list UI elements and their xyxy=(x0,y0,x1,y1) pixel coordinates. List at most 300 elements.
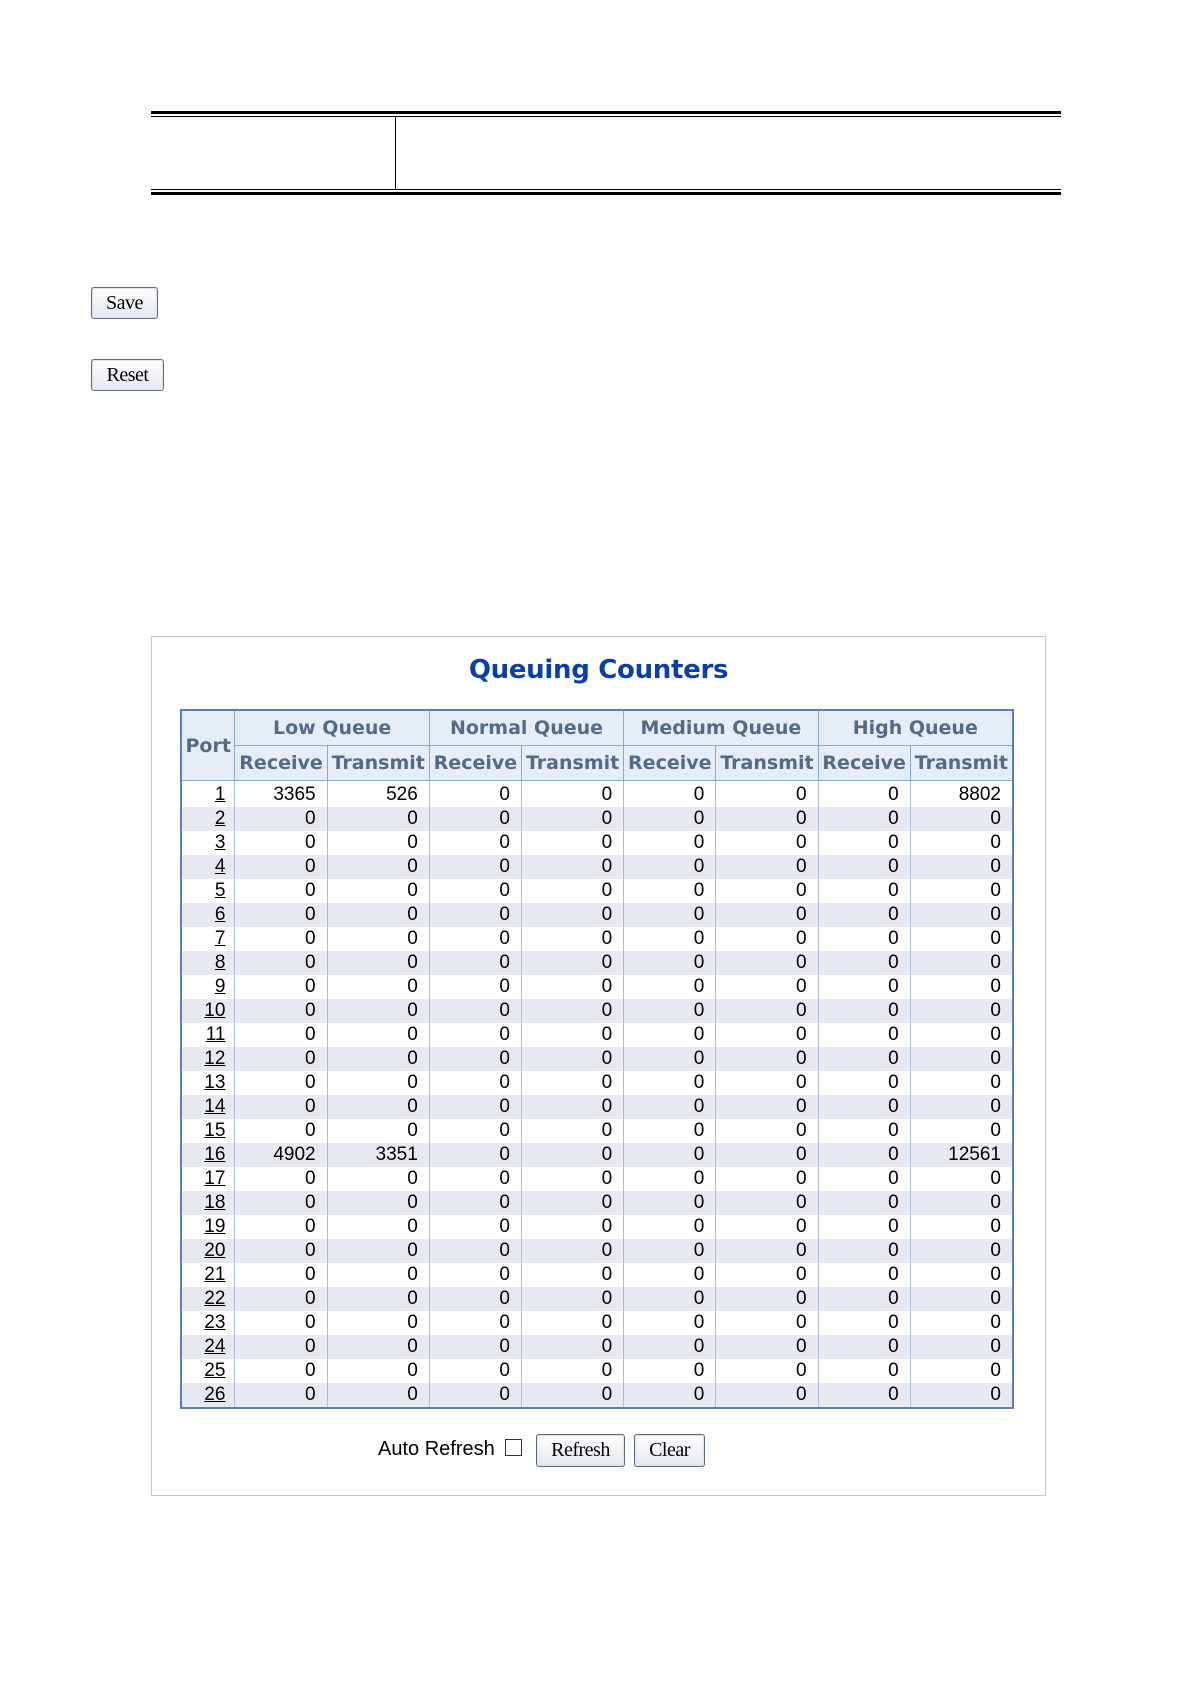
port-cell xyxy=(181,1191,235,1215)
normal-transmit-cell: 0 xyxy=(521,999,623,1023)
high-receive-cell: 0 xyxy=(818,1263,910,1287)
low-transmit-cell: 0 xyxy=(327,975,429,999)
low-transmit-cell: 0 xyxy=(327,1095,429,1119)
port-cell xyxy=(181,975,235,999)
medium-transmit-cell: 0 xyxy=(716,781,818,808)
low-transmit-cell: 0 xyxy=(327,1167,429,1191)
definition-table xyxy=(151,111,1061,195)
table-column-divider xyxy=(395,117,396,189)
normal-receive-cell: 0 xyxy=(429,1095,521,1119)
medium-receive-cell: 0 xyxy=(624,1095,716,1119)
table-row xyxy=(181,807,1013,831)
medium-transmit-cell: 0 xyxy=(716,855,818,879)
medium-transmit-cell: 0 xyxy=(716,1311,818,1335)
port-cell xyxy=(181,855,235,879)
save-button[interactable]: Save xyxy=(91,287,158,319)
table-row xyxy=(181,1359,1013,1383)
port-link[interactable]: 22 xyxy=(204,1288,226,1309)
port-cell xyxy=(181,951,235,975)
medium-receive-cell: 0 xyxy=(624,1263,716,1287)
low-receive-cell: 3365 xyxy=(235,781,327,808)
normal-receive-cell: 0 xyxy=(429,975,521,999)
port-cell xyxy=(181,1119,235,1143)
medium-transmit-cell: 0 xyxy=(716,1287,818,1311)
high-receive-cell: 0 xyxy=(818,1143,910,1167)
medium-receive-cell: 0 xyxy=(624,1191,716,1215)
high-receive-cell: 0 xyxy=(818,1095,910,1119)
normal-receive-cell: 0 xyxy=(429,1071,521,1095)
low-receive-cell: 0 xyxy=(235,807,327,831)
medium-receive-cell: 0 xyxy=(624,1239,716,1263)
high-receive-cell: 0 xyxy=(818,1119,910,1143)
high-transmit-cell: 0 xyxy=(910,1023,1013,1047)
table-row xyxy=(181,1263,1013,1287)
normal-receive-cell: 0 xyxy=(429,1023,521,1047)
normal-transmit-cell: 0 xyxy=(521,1239,623,1263)
port-link[interactable]: 4 xyxy=(214,856,226,877)
table-row xyxy=(181,1335,1013,1359)
low-receive-cell: 4902 xyxy=(235,1143,327,1167)
low-transmit-cell: 0 xyxy=(327,999,429,1023)
low-queue-header: Low Queue xyxy=(235,710,429,746)
normal-transmit-cell: 0 xyxy=(521,879,623,903)
high-transmit-cell: 0 xyxy=(910,879,1013,903)
normal-transmit-cell: 0 xyxy=(521,1023,623,1047)
table-row xyxy=(181,1215,1013,1239)
low-receive-cell: 0 xyxy=(235,1287,327,1311)
normal-transmit-cell: 0 xyxy=(521,1119,623,1143)
table-row xyxy=(181,927,1013,951)
clear-button[interactable]: Clear xyxy=(634,1434,705,1467)
high-transmit-cell: 0 xyxy=(910,903,1013,927)
high-transmit-cell: 0 xyxy=(910,1335,1013,1359)
normal-transmit-cell: 0 xyxy=(521,927,623,951)
port-link[interactable]: 5 xyxy=(214,880,226,901)
auto-refresh-label: Auto Refresh xyxy=(378,1438,495,1460)
medium-transmit-cell: 0 xyxy=(716,807,818,831)
table-top-rule xyxy=(151,111,1061,114)
high-receive-cell: 0 xyxy=(818,1167,910,1191)
high-receive-cell: 0 xyxy=(818,1215,910,1239)
low-receive-cell: 0 xyxy=(235,1215,327,1239)
medium-receive-cell: 0 xyxy=(624,1023,716,1047)
low-transmit-cell: 0 xyxy=(327,1311,429,1335)
port-cell xyxy=(181,781,235,808)
port-link[interactable]: 6 xyxy=(214,904,226,925)
queuing-counters-body xyxy=(181,781,1013,1409)
port-link[interactable]: 17 xyxy=(204,1168,226,1189)
high-receive-cell: 0 xyxy=(818,999,910,1023)
normal-transmit-cell: 0 xyxy=(521,855,623,879)
medium-receive-cell: 0 xyxy=(624,951,716,975)
medium-receive-cell: 0 xyxy=(624,975,716,999)
high-receive-cell: 0 xyxy=(818,1311,910,1335)
normal-receive-cell: 0 xyxy=(429,903,521,927)
normal-receive-cell: 0 xyxy=(429,1359,521,1383)
port-cell xyxy=(181,807,235,831)
medium-receive-cell: 0 xyxy=(624,807,716,831)
port-cell xyxy=(181,1071,235,1095)
normal-transmit-cell: 0 xyxy=(521,1263,623,1287)
high-receive-cell: 0 xyxy=(818,951,910,975)
low-transmit-cell: 0 xyxy=(327,1287,429,1311)
high-transmit-cell: 0 xyxy=(910,927,1013,951)
medium-receive-cell: 0 xyxy=(624,1335,716,1359)
medium-transmit-cell: 0 xyxy=(716,1359,818,1383)
normal-receive-cell: 0 xyxy=(429,951,521,975)
normal-receive-cell: 0 xyxy=(429,807,521,831)
high-receive-cell: 0 xyxy=(818,1191,910,1215)
low-transmit-cell: 0 xyxy=(327,1383,429,1408)
high-transmit-cell: 0 xyxy=(910,1239,1013,1263)
medium-transmit-cell: 0 xyxy=(716,927,818,951)
medium-transmit-cell: 0 xyxy=(716,1239,818,1263)
port-link[interactable]: 3 xyxy=(214,832,226,853)
high-transmit-cell: 12561 xyxy=(910,1143,1013,1167)
port-link[interactable]: 2 xyxy=(214,808,226,829)
normal-receive-cell: 0 xyxy=(429,1335,521,1359)
port-link[interactable]: 20 xyxy=(204,1240,226,1261)
table-row xyxy=(181,999,1013,1023)
port-cell xyxy=(181,927,235,951)
high-receive-cell: 0 xyxy=(818,1023,910,1047)
port-cell xyxy=(181,1215,235,1239)
normal-receive-cell: 0 xyxy=(429,1215,521,1239)
high-transmit-cell: 0 xyxy=(910,831,1013,855)
high-receive-cell: 0 xyxy=(818,1287,910,1311)
normal-transmit-cell: 0 xyxy=(521,1167,623,1191)
high-transmit-cell: 0 xyxy=(910,1287,1013,1311)
port-link[interactable]: 12 xyxy=(204,1048,226,1069)
port-link[interactable]: 1 xyxy=(214,784,226,805)
medium-transmit-cell: 0 xyxy=(716,903,818,927)
low-transmit-cell: 0 xyxy=(327,855,429,879)
medium-transmit-header: Transmit xyxy=(716,746,818,781)
high-transmit-cell: 8802 xyxy=(910,781,1013,808)
port-cell xyxy=(181,1335,235,1359)
table-row xyxy=(181,781,1013,808)
medium-transmit-cell: 0 xyxy=(716,1167,818,1191)
table-bottom-rule-thin xyxy=(151,189,1061,190)
high-transmit-cell: 0 xyxy=(910,1167,1013,1191)
table-row xyxy=(181,1311,1013,1335)
normal-receive-cell: 0 xyxy=(429,1191,521,1215)
high-transmit-cell: 0 xyxy=(910,951,1013,975)
table-row xyxy=(181,1119,1013,1143)
high-receive-cell: 0 xyxy=(818,927,910,951)
normal-transmit-cell: 0 xyxy=(521,951,623,975)
port-link[interactable]: 14 xyxy=(204,1096,226,1117)
low-transmit-cell: 0 xyxy=(327,831,429,855)
refresh-button[interactable]: Refresh xyxy=(536,1434,625,1467)
normal-receive-cell: 0 xyxy=(429,1311,521,1335)
medium-receive-cell: 0 xyxy=(624,831,716,855)
low-transmit-cell: 0 xyxy=(327,1119,429,1143)
high-transmit-cell: 0 xyxy=(910,1383,1013,1408)
medium-receive-cell: 0 xyxy=(624,903,716,927)
medium-receive-cell: 0 xyxy=(624,927,716,951)
normal-transmit-cell: 0 xyxy=(521,1047,623,1071)
low-transmit-cell: 526 xyxy=(327,781,429,808)
medium-transmit-cell: 0 xyxy=(716,1023,818,1047)
medium-transmit-cell: 0 xyxy=(716,831,818,855)
port-cell xyxy=(181,1263,235,1287)
low-transmit-cell: 0 xyxy=(327,951,429,975)
port-cell xyxy=(181,999,235,1023)
low-transmit-cell: 0 xyxy=(327,1191,429,1215)
port-cell xyxy=(181,1143,235,1167)
medium-transmit-cell: 0 xyxy=(716,879,818,903)
normal-receive-cell: 0 xyxy=(429,1119,521,1143)
port-link[interactable]: 9 xyxy=(214,976,226,997)
table-row xyxy=(181,903,1013,927)
port-cell xyxy=(181,1239,235,1263)
normal-receive-cell: 0 xyxy=(429,1287,521,1311)
normal-transmit-cell: 0 xyxy=(521,1359,623,1383)
table-row xyxy=(181,1095,1013,1119)
low-transmit-cell: 0 xyxy=(327,927,429,951)
low-transmit-cell: 0 xyxy=(327,1359,429,1383)
low-receive-cell: 0 xyxy=(235,903,327,927)
table-row xyxy=(181,1143,1013,1167)
medium-receive-cell: 0 xyxy=(624,1359,716,1383)
normal-transmit-cell: 0 xyxy=(521,1287,623,1311)
table-row xyxy=(181,1023,1013,1047)
high-transmit-cell: 0 xyxy=(910,1191,1013,1215)
medium-transmit-cell: 0 xyxy=(716,1047,818,1071)
table-row xyxy=(181,1191,1013,1215)
queuing-counters-table xyxy=(180,709,1014,1409)
table-row xyxy=(181,1047,1013,1071)
high-receive-cell: 0 xyxy=(818,1071,910,1095)
low-receive-cell: 0 xyxy=(235,1239,327,1263)
port-link[interactable]: 18 xyxy=(204,1192,226,1213)
port-cell xyxy=(181,1023,235,1047)
medium-transmit-cell: 0 xyxy=(716,1383,818,1408)
high-receive-cell: 0 xyxy=(818,1047,910,1071)
high-receive-cell: 0 xyxy=(818,1239,910,1263)
port-link[interactable]: 24 xyxy=(204,1336,226,1357)
low-receive-cell: 0 xyxy=(235,1335,327,1359)
high-queue-header: High Queue xyxy=(818,710,1013,746)
port-cell xyxy=(181,1095,235,1119)
port-link[interactable]: 25 xyxy=(204,1360,226,1381)
low-transmit-cell: 0 xyxy=(327,1071,429,1095)
high-transmit-cell: 0 xyxy=(910,855,1013,879)
medium-queue-header: Medium Queue xyxy=(624,710,818,746)
table-row xyxy=(181,831,1013,855)
low-transmit-cell: 0 xyxy=(327,903,429,927)
low-receive-cell: 0 xyxy=(235,927,327,951)
port-link[interactable]: 16 xyxy=(204,1144,226,1165)
normal-transmit-cell: 0 xyxy=(521,1335,623,1359)
medium-transmit-cell: 0 xyxy=(716,1191,818,1215)
low-transmit-cell: 0 xyxy=(327,1239,429,1263)
port-link[interactable]: 7 xyxy=(214,928,226,949)
medium-transmit-cell: 0 xyxy=(716,1215,818,1239)
low-transmit-cell: 0 xyxy=(327,807,429,831)
normal-receive-cell: 0 xyxy=(429,1263,521,1287)
normal-transmit-header: Transmit xyxy=(521,746,623,781)
medium-receive-cell: 0 xyxy=(624,1119,716,1143)
low-transmit-cell: 0 xyxy=(327,1335,429,1359)
normal-receive-cell: 0 xyxy=(429,855,521,879)
normal-receive-cell: 0 xyxy=(429,999,521,1023)
medium-receive-cell: 0 xyxy=(624,781,716,808)
medium-transmit-cell: 0 xyxy=(716,1095,818,1119)
normal-transmit-cell: 0 xyxy=(521,1191,623,1215)
low-receive-cell: 0 xyxy=(235,831,327,855)
normal-transmit-cell: 0 xyxy=(521,1095,623,1119)
table-row xyxy=(181,951,1013,975)
high-transmit-cell: 0 xyxy=(910,1311,1013,1335)
high-transmit-cell: 0 xyxy=(910,1119,1013,1143)
auto-refresh-checkbox[interactable] xyxy=(505,1439,522,1456)
low-receive-cell: 0 xyxy=(235,999,327,1023)
high-receive-cell: 0 xyxy=(818,903,910,927)
normal-transmit-cell: 0 xyxy=(521,807,623,831)
table-row xyxy=(181,1383,1013,1408)
high-transmit-cell: 0 xyxy=(910,1071,1013,1095)
medium-receive-cell: 0 xyxy=(624,879,716,903)
port-cell xyxy=(181,1287,235,1311)
low-transmit-header: Transmit xyxy=(327,746,429,781)
high-transmit-header: Transmit xyxy=(910,746,1013,781)
medium-transmit-cell: 0 xyxy=(716,1143,818,1167)
normal-transmit-cell: 0 xyxy=(521,1143,623,1167)
port-cell xyxy=(181,1359,235,1383)
port-cell xyxy=(181,1311,235,1335)
normal-transmit-cell: 0 xyxy=(521,903,623,927)
normal-receive-cell: 0 xyxy=(429,1143,521,1167)
medium-receive-cell: 0 xyxy=(624,1383,716,1408)
high-transmit-cell: 0 xyxy=(910,1263,1013,1287)
high-transmit-cell: 0 xyxy=(910,1359,1013,1383)
low-receive-cell: 0 xyxy=(235,1359,327,1383)
medium-receive-cell: 0 xyxy=(624,999,716,1023)
normal-transmit-cell: 0 xyxy=(521,781,623,808)
high-transmit-cell: 0 xyxy=(910,975,1013,999)
port-cell xyxy=(181,1047,235,1071)
low-receive-cell: 0 xyxy=(235,1023,327,1047)
normal-receive-header: Receive xyxy=(429,746,521,781)
high-receive-cell: 0 xyxy=(818,781,910,808)
high-receive-cell: 0 xyxy=(818,879,910,903)
normal-transmit-cell: 0 xyxy=(521,975,623,999)
normal-receive-cell: 0 xyxy=(429,1239,521,1263)
reset-button[interactable]: Reset xyxy=(91,359,164,391)
low-receive-cell: 0 xyxy=(235,1095,327,1119)
table-bottom-rule xyxy=(151,192,1061,195)
high-receive-cell: 0 xyxy=(818,855,910,879)
low-transmit-cell: 0 xyxy=(327,1023,429,1047)
port-cell xyxy=(181,1383,235,1408)
high-receive-cell: 0 xyxy=(818,831,910,855)
table-row xyxy=(181,855,1013,879)
high-receive-cell: 0 xyxy=(818,1383,910,1408)
normal-receive-cell: 0 xyxy=(429,1167,521,1191)
low-transmit-cell: 0 xyxy=(327,879,429,903)
normal-receive-cell: 0 xyxy=(429,927,521,951)
high-transmit-cell: 0 xyxy=(910,999,1013,1023)
high-transmit-cell: 0 xyxy=(910,1095,1013,1119)
high-transmit-cell: 0 xyxy=(910,1047,1013,1071)
high-receive-cell: 0 xyxy=(818,807,910,831)
table-row xyxy=(181,879,1013,903)
medium-receive-cell: 0 xyxy=(624,1047,716,1071)
low-transmit-cell: 0 xyxy=(327,1047,429,1071)
table-row xyxy=(181,1287,1013,1311)
low-receive-header: Receive xyxy=(235,746,327,781)
low-receive-cell: 0 xyxy=(235,951,327,975)
port-header: Port xyxy=(181,710,235,781)
low-receive-cell: 0 xyxy=(235,1119,327,1143)
port-link[interactable]: 15 xyxy=(204,1120,226,1141)
medium-transmit-cell: 0 xyxy=(716,951,818,975)
low-receive-cell: 0 xyxy=(235,1191,327,1215)
low-receive-cell: 0 xyxy=(235,1167,327,1191)
medium-transmit-cell: 0 xyxy=(716,1263,818,1287)
normal-transmit-cell: 0 xyxy=(521,1383,623,1408)
low-receive-cell: 0 xyxy=(235,1311,327,1335)
medium-receive-cell: 0 xyxy=(624,1167,716,1191)
normal-transmit-cell: 0 xyxy=(521,831,623,855)
medium-transmit-cell: 0 xyxy=(716,999,818,1023)
low-receive-cell: 0 xyxy=(235,855,327,879)
port-link[interactable]: 8 xyxy=(214,952,226,973)
medium-receive-cell: 0 xyxy=(624,1071,716,1095)
table-row xyxy=(181,1239,1013,1263)
low-receive-cell: 0 xyxy=(235,1071,327,1095)
normal-receive-cell: 0 xyxy=(429,879,521,903)
medium-receive-cell: 0 xyxy=(624,1287,716,1311)
high-receive-cell: 0 xyxy=(818,975,910,999)
low-receive-cell: 0 xyxy=(235,1383,327,1408)
medium-transmit-cell: 0 xyxy=(716,1335,818,1359)
normal-transmit-cell: 0 xyxy=(521,1311,623,1335)
high-receive-cell: 0 xyxy=(818,1359,910,1383)
panel-controls xyxy=(152,1434,1045,1468)
low-receive-cell: 0 xyxy=(235,1047,327,1071)
medium-receive-cell: 0 xyxy=(624,1143,716,1167)
low-receive-cell: 0 xyxy=(235,879,327,903)
port-link[interactable]: 13 xyxy=(204,1072,226,1093)
normal-receive-cell: 0 xyxy=(429,1383,521,1408)
port-link[interactable]: 19 xyxy=(204,1216,226,1237)
high-receive-cell: 0 xyxy=(818,1335,910,1359)
port-cell xyxy=(181,879,235,903)
low-receive-cell: 0 xyxy=(235,975,327,999)
medium-transmit-cell: 0 xyxy=(716,975,818,999)
port-link[interactable]: 11 xyxy=(205,1024,226,1045)
normal-receive-cell: 0 xyxy=(429,831,521,855)
port-link[interactable]: 26 xyxy=(204,1384,226,1405)
port-link[interactable]: 21 xyxy=(204,1264,226,1285)
medium-receive-cell: 0 xyxy=(624,855,716,879)
port-cell xyxy=(181,1167,235,1191)
medium-transmit-cell: 0 xyxy=(716,1071,818,1095)
table-top-rule-thin xyxy=(151,116,1061,117)
port-cell xyxy=(181,831,235,855)
low-transmit-cell: 3351 xyxy=(327,1143,429,1167)
normal-queue-header: Normal Queue xyxy=(429,710,623,746)
table-row xyxy=(181,1167,1013,1191)
port-link[interactable]: 10 xyxy=(204,1000,226,1021)
queuing-counters-panel xyxy=(151,636,1046,1496)
panel-title: Queuing Counters xyxy=(468,655,729,685)
normal-receive-cell: 0 xyxy=(429,1047,521,1071)
port-link[interactable]: 23 xyxy=(204,1312,226,1333)
